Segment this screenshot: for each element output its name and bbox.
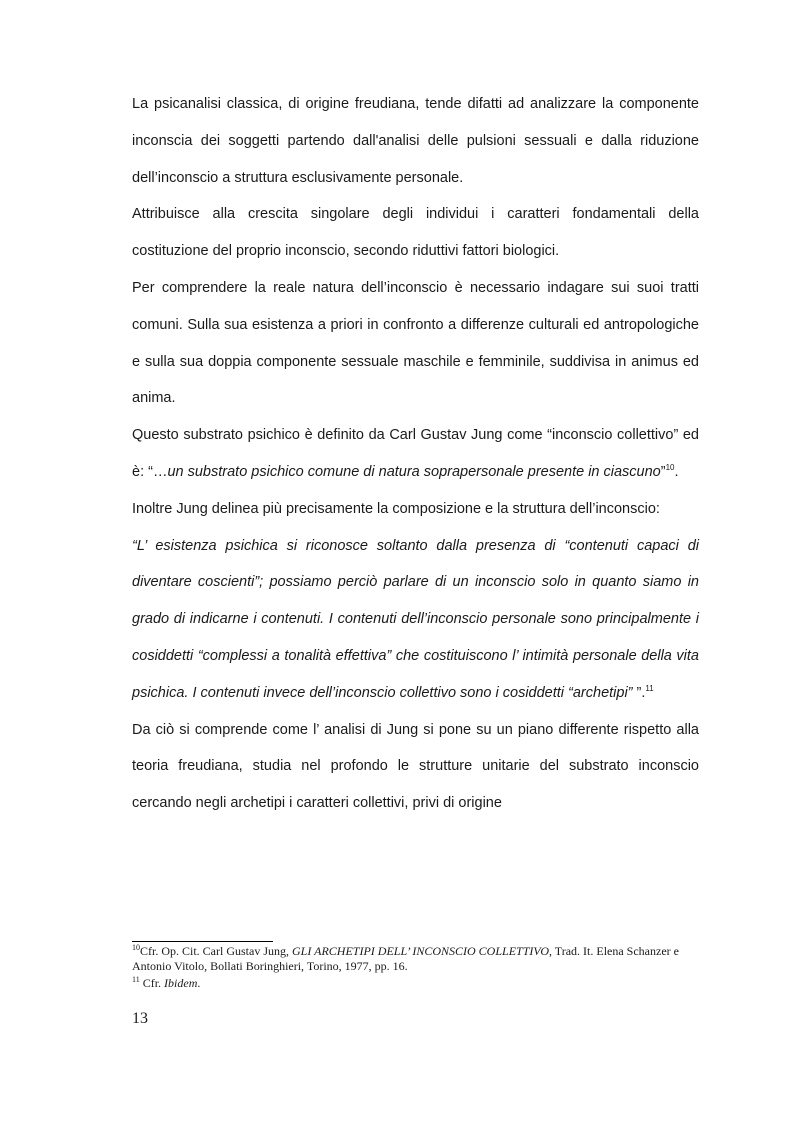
paragraph-3: Per comprendere la reale natura dell’inconscio è necessario indagare sui suoi tratti comuni. Sulla sua esistenza a priori in confronto a differenze culturali ed antropologiche e sulla sua doppia componente sessuale maschile e femminile, suddivisa in animus ed anima. xyxy=(132,279,699,407)
paragraph-4-text: Questo substrato psichico è definito da Carl Gustav Jung come “inconscio collettivo” ed è: “… xyxy=(132,427,699,480)
footnote-11-title: Ibidem xyxy=(164,976,198,990)
footnote-11-end: . xyxy=(197,976,201,990)
footnote-ref-10: 10 xyxy=(665,463,675,473)
footnotes xyxy=(132,944,699,991)
footnote-ref-11: 11 xyxy=(645,683,654,693)
footnote-10-number: 10 xyxy=(132,943,140,952)
paragraph-2: Attribuisce alla crescita singolare degli individui i caratteri fondamentali della costituzione del proprio inconscio, secondo riduttivi fattori biologici. xyxy=(132,206,699,260)
block-quote-end: ”. xyxy=(636,684,646,701)
paragraph-5: Inoltre Jung delinea più precisamente la composizione e la struttura dell’inconscio: xyxy=(132,500,660,517)
footnote-10-text: Cfr. Op. Cit. Carl Gustav Jung, xyxy=(140,944,292,958)
paragraph-4-close-quote: ” xyxy=(660,463,666,480)
body-text xyxy=(132,86,699,822)
jung-definition-quote: un substrato psichico comune di natura soprapersonale presente in ciascuno xyxy=(167,463,661,480)
block-quote-text: “L’ esistenza psichica si riconosce soltanto dalla presenza di “contenuti capaci di diventare coscienti”; possiamo perciò parlare di un inconscio solo in quanto siamo in grado di indicarne i contenuti. I contenuti dell’inconscio personale sono principalmente i cosiddetti “complessi a tonalità effettiva” che costituiscono l’ intimità personale della vita psichica. I contenuti invece dell’inconscio collettivo sono i cosiddetti “archetipi” xyxy=(132,537,699,701)
footnote-separator xyxy=(132,941,273,942)
paragraph-4 xyxy=(132,417,699,491)
footnote-10-title: GLI ARCHETIPI DELL’ INCONSCIO COLLETTIVO xyxy=(292,944,550,958)
block-quote xyxy=(132,528,699,712)
footnote-11-number: 11 xyxy=(132,975,140,984)
paragraph-6: Da ciò si comprende come l’ analisi di Jung si pone su un piano differente rispetto alla teoria freudiana, studia nel profondo le strutture unitarie del substrato inconscio cercando negli archetipi i caratteri collettivi, privi di origine xyxy=(132,721,699,812)
paragraph-4-end: . xyxy=(674,463,679,480)
footnote-11-text: Cfr. xyxy=(139,976,165,990)
paragraph-1: La psicanalisi classica, di origine freudiana, tende difatti ad analizzare la componente inconscia dei soggetti partendo dall'analisi delle pulsioni sessuali e dalla riduzione dell’inconscio a struttura esclusivamente personale. xyxy=(132,96,699,186)
footnote-10-details: , Trad. It. Elena Schanzer e Antonio Vitolo, Bollati Boringhieri, Torino, 1977, pp. 16. xyxy=(132,944,679,973)
footnote-11 xyxy=(132,976,699,991)
page-number: 13 xyxy=(132,1010,148,1027)
footnote-10 xyxy=(132,944,699,974)
